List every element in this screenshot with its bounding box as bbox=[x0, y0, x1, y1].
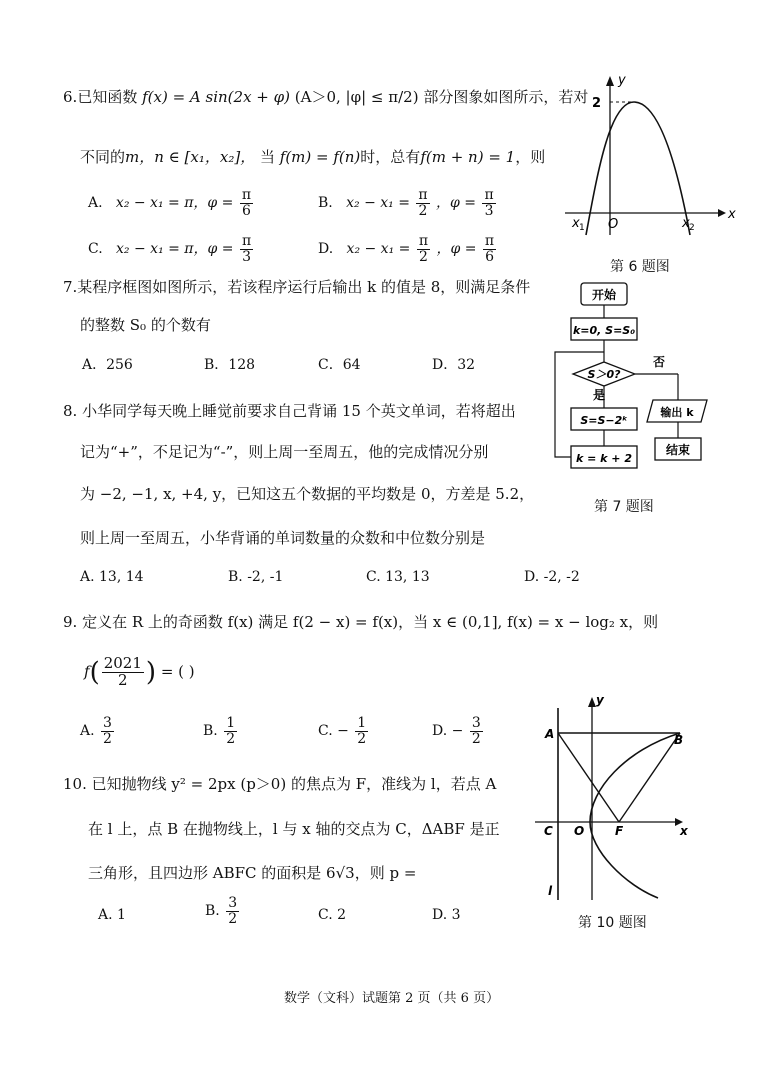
q6-option-c-label: C. bbox=[88, 241, 103, 258]
q6-option-d-frac2 bbox=[483, 234, 496, 264]
frac-num: π bbox=[484, 233, 495, 249]
q10-line3: 三角形，且四边形 ABFC 的面积是 6√3，则 p = bbox=[88, 864, 417, 882]
assign-text: S=S−2ᵏ bbox=[580, 414, 628, 427]
q8-line3: 为 −2, −1, x, +4, y，已知这五个数据的平均数是 0，方差是 5.2， bbox=[80, 485, 535, 503]
q9-option-d bbox=[432, 716, 485, 746]
frac-den: 2 bbox=[418, 202, 428, 219]
q9-option-d-frac bbox=[470, 716, 483, 746]
q6-option-d-expr2: ，φ = bbox=[436, 241, 477, 258]
q7-option-b: B．128 bbox=[204, 357, 256, 373]
x-label: x bbox=[728, 207, 736, 222]
frac-num: π bbox=[241, 233, 252, 249]
frac-den: 3 bbox=[242, 248, 252, 265]
cond-text: S＞0? bbox=[587, 368, 621, 381]
q9-rparen: ) bbox=[145, 657, 157, 688]
y-axis-arrow bbox=[588, 697, 596, 707]
q10-option-c: C. 2 bbox=[318, 907, 347, 923]
q9-option-b-label: B. bbox=[203, 723, 218, 740]
frac-num: 3 bbox=[471, 715, 481, 731]
q6-line2 bbox=[80, 146, 545, 167]
x2-sub: 2 bbox=[689, 223, 695, 233]
q9-option-a bbox=[80, 716, 116, 746]
y-axis-arrow bbox=[606, 76, 614, 86]
frac-den: 2 bbox=[103, 730, 112, 747]
q10-option-d: D. 3 bbox=[432, 907, 461, 923]
q6-option-a-label: A. bbox=[88, 195, 103, 212]
q6-option-b bbox=[318, 188, 498, 218]
frac-den: 2 bbox=[471, 730, 481, 747]
q6-line2-d: ，则 bbox=[515, 148, 546, 166]
q7-option-a: A．256 bbox=[82, 357, 133, 373]
q6-option-a-expr: x₂ − x₁ = π，φ = bbox=[115, 195, 234, 212]
q8-line1: 8. 小华同学每天晚上睡觉前要求自己背诵 15 个英文单词，若将超出 bbox=[63, 402, 516, 420]
q8-option-c: C. 13, 13 bbox=[366, 569, 430, 585]
q6-option-b-expr1: x₂ − x₁ = bbox=[346, 195, 410, 212]
q9-option-c-frac bbox=[355, 716, 368, 746]
q7-option-c: C．64 bbox=[318, 357, 361, 373]
frac-den: 6 bbox=[485, 248, 494, 265]
figure-7-flowchart bbox=[545, 278, 720, 478]
q9-tail: = ( ) bbox=[160, 662, 195, 681]
frac-num: π bbox=[418, 187, 428, 203]
q6-option-b-expr2: ，φ = bbox=[436, 195, 477, 212]
max-label: 2 bbox=[592, 96, 602, 111]
q9-option-c bbox=[318, 716, 370, 746]
x2-label: x bbox=[682, 216, 690, 231]
q9-option-a-frac bbox=[101, 716, 114, 746]
x-label: x bbox=[680, 824, 688, 838]
q8-option-b: B. -2, -1 bbox=[228, 569, 284, 585]
frac-num: 2021 bbox=[103, 654, 142, 672]
q6-option-d-expr1: x₂ − x₁ = bbox=[346, 241, 411, 258]
q9-expression bbox=[84, 656, 195, 689]
q9-option-d-label: D. − bbox=[432, 723, 464, 740]
q9-option-a-label: A. bbox=[80, 723, 95, 740]
figure-7-caption: 第 7 题图 bbox=[594, 499, 654, 515]
q10-line2: 在 l 上，点 B 在抛物线上，l 与 x 轴的交点为 C，ΔABF 是正 bbox=[88, 820, 500, 838]
line-l-label: l bbox=[548, 884, 553, 898]
frac-den: 2 bbox=[118, 670, 128, 689]
q6-option-a-frac bbox=[240, 188, 253, 218]
figure-6-graph bbox=[560, 70, 740, 240]
q6-line2-b: 当 bbox=[259, 148, 275, 166]
no-label: 否 bbox=[653, 355, 666, 369]
q7-line2: 的整数 S₀ 的个数有 bbox=[80, 316, 211, 334]
q10-option-a: A. 1 bbox=[98, 907, 126, 923]
frac-num: π bbox=[484, 187, 494, 203]
yes-label: 是 bbox=[593, 388, 606, 402]
q6-text-a: 已知函数 bbox=[77, 88, 138, 106]
x-axis-arrow bbox=[718, 209, 726, 217]
q8-line2: 记为“+”，不足记为“-”，则上周一至周五，他的完成情况分别 bbox=[80, 443, 489, 461]
q6-option-b-frac1 bbox=[416, 188, 429, 218]
q9-option-c-label: C. − bbox=[318, 723, 349, 740]
frac-num: 3 bbox=[103, 715, 112, 731]
q6-option-d-label: D. bbox=[318, 241, 334, 258]
q6-line2-eq: f(m) = f(n) bbox=[279, 148, 361, 166]
point-F-label: F bbox=[615, 824, 624, 838]
frac-den: 6 bbox=[241, 202, 251, 219]
q7-option-d: D．32 bbox=[432, 357, 476, 373]
frac-num: 1 bbox=[226, 715, 236, 731]
frac-den: 2 bbox=[418, 248, 428, 265]
q6-function: f(x) = A sin(2x + φ) bbox=[142, 88, 290, 106]
frac-num: π bbox=[418, 233, 429, 249]
q6-option-a bbox=[88, 188, 255, 218]
frac-den: 2 bbox=[357, 730, 367, 747]
frac-den: 2 bbox=[228, 910, 238, 927]
figure-10-graph bbox=[530, 690, 705, 905]
q9-frac bbox=[102, 656, 144, 689]
q9-lparen: ( bbox=[89, 657, 100, 688]
q8-option-a: A. 13, 14 bbox=[80, 569, 144, 585]
end-text: 结束 bbox=[665, 443, 691, 457]
parabola bbox=[590, 733, 680, 898]
q6-line2-c: 时，总有 bbox=[360, 148, 421, 166]
q9-option-b bbox=[203, 716, 239, 746]
frac-den: 3 bbox=[484, 202, 494, 219]
init-text: k=0, S=S₀ bbox=[572, 324, 636, 337]
q6-line2-m: m，n ∈ [x₁，x₂]， bbox=[125, 148, 256, 166]
q6-option-d-frac1 bbox=[417, 234, 430, 264]
q6-option-c bbox=[88, 234, 255, 264]
q6-text-b: 部分图象如图所示，若对 bbox=[423, 88, 589, 106]
q7-line1: 7.某程序框图如图所示，若该程序运行后输出 k 的值是 8，则满足条件 bbox=[63, 278, 531, 296]
origin-label: O bbox=[608, 217, 619, 232]
figure-10-caption: 第 10 题图 bbox=[578, 915, 647, 931]
origin-label: O bbox=[574, 824, 585, 838]
x1-sub: 1 bbox=[579, 223, 585, 233]
point-A-label: A bbox=[545, 727, 555, 741]
q10-option-b bbox=[205, 896, 241, 926]
q6-line2-eq2: f(m + n) = 1 bbox=[420, 148, 516, 166]
point-C-label: C bbox=[544, 824, 553, 838]
q6-option-c-expr: x₂ − x₁ = π，φ = bbox=[116, 241, 234, 258]
frac-num: 1 bbox=[357, 715, 367, 731]
sine-curve bbox=[586, 102, 690, 235]
q9-line1: 9. 定义在 R 上的奇函数 f(x) 满足 f(2 − x) = f(x)，当 x ∈ (0,1], f(x) = x − log₂ x，则 bbox=[63, 613, 659, 631]
start-text: 开始 bbox=[591, 288, 617, 302]
point-B-label: B bbox=[674, 733, 684, 747]
q9-option-b-frac bbox=[224, 716, 237, 746]
q6-option-d bbox=[318, 234, 498, 264]
y-label: y bbox=[618, 73, 626, 88]
frac-num: 3 bbox=[228, 895, 238, 911]
q9-f: f bbox=[84, 662, 90, 681]
x1-label: x bbox=[572, 216, 580, 231]
q6-line2-a: 不同的 bbox=[80, 148, 126, 166]
q10-option-b-frac bbox=[226, 896, 239, 926]
q10-line1: 10. 已知抛物线 y² = 2px (p＞0) 的焦点为 F，准线为 l，若点 A bbox=[63, 775, 497, 793]
q6-option-c-frac bbox=[240, 234, 253, 264]
q6-option-b-frac2 bbox=[482, 188, 495, 218]
q10-option-b-label: B. bbox=[205, 903, 220, 920]
output-text: 输出 k bbox=[660, 406, 694, 419]
q8-option-d: D. -2, -2 bbox=[524, 569, 580, 585]
frac-num: π bbox=[241, 187, 252, 203]
figure-6-caption: 第 6 题图 bbox=[610, 259, 670, 275]
q6-condition: (A＞0, |φ| ≤ π/2) bbox=[294, 88, 419, 106]
frac-den: 2 bbox=[226, 730, 236, 747]
incr-text: k = k + 2 bbox=[575, 452, 633, 465]
page-footer: 数学（文科）试题第 2 页（共 6 页） bbox=[284, 991, 500, 1006]
q6-option-b-label: B. bbox=[318, 195, 333, 212]
y-label: y bbox=[596, 693, 604, 707]
q6-line1 bbox=[63, 86, 588, 107]
q6-number: 6. bbox=[63, 88, 78, 106]
q8-line4: 则上周一至周五，小华背诵的单词数量的众数和中位数分别是 bbox=[80, 529, 486, 547]
